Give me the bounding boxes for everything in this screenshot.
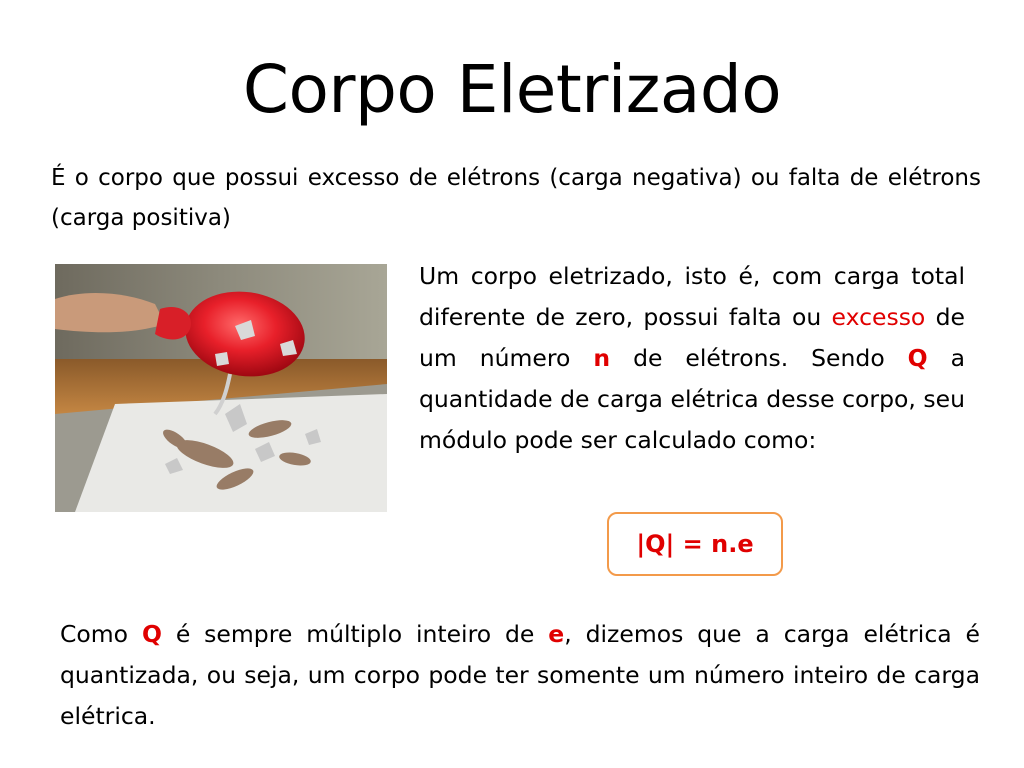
explanation-part3: de elétrons. Sendo	[610, 344, 908, 372]
conclusion-part3: , dizemos que a carga elétrica é quantizada, ou seja, um corpo pode ter somente um número inteiro de carga elétrica.	[60, 620, 981, 730]
definition-text: É o corpo que possui excesso de elétrons (carga negativa) ou falta de elétrons (carga positiva)	[51, 165, 981, 231]
conclusion-part2: é sempre múltiplo inteiro de	[161, 620, 549, 648]
highlight-q-conclusion: Q	[141, 620, 162, 648]
conclusion-text	[60, 614, 980, 737]
highlight-e: e	[548, 620, 565, 648]
formula-text: |Q| = n.e	[636, 530, 754, 558]
highlight-q: Q	[907, 344, 928, 372]
explanation-part4: a quantidade de carga elétrica desse corpo, seu módulo pode ser calculado como:	[419, 344, 966, 454]
slide-title: Corpo Eletrizado	[242, 51, 782, 128]
explanation-part2: de um número	[419, 303, 965, 372]
explanation-text	[419, 256, 965, 461]
balloon-photo	[55, 264, 387, 512]
explanation-part1: Um corpo eletrizado, isto é, com carga total diferente de zero, possui falta ou	[419, 262, 965, 331]
highlight-n: n	[593, 344, 611, 372]
conclusion-part1: Como	[60, 620, 142, 648]
highlight-excesso: excesso	[831, 303, 926, 331]
formula-box	[607, 512, 783, 576]
